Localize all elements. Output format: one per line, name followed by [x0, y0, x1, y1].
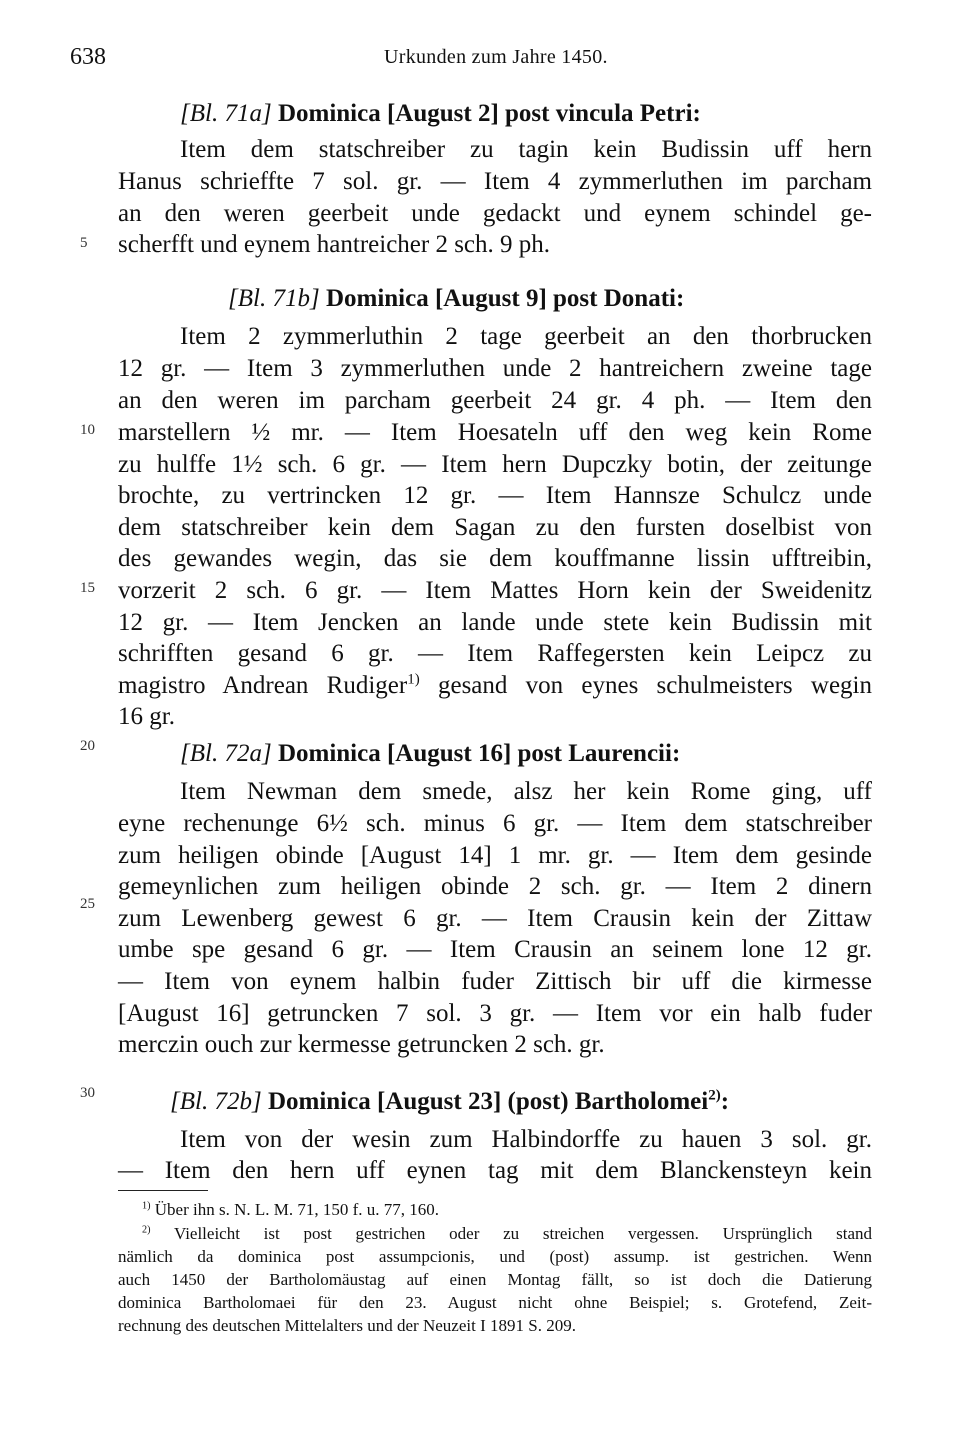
heading-colon: :: [720, 1088, 730, 1115]
text-line: schrifften gesand 6 gr. — Item Raffegersten kein Leipcz zu: [118, 640, 872, 667]
text-line: brochte, zu vertrincken 12 gr. — Item Hannsze Schulcz unde: [118, 482, 872, 509]
page-number: 638: [70, 44, 106, 70]
text-line: Hanus schrieffte 7 sol. gr. — Item 4 zymmerluthen im parcham: [118, 168, 872, 195]
text-line: dem statschreiber kein dem Sagan zu den fursten doselbist von: [118, 514, 872, 541]
text-line: scherfft und eynem hantreicher 2 sch. 9 ph.: [118, 231, 551, 258]
heading-text: Dominica [August 23] (post) Bartholomei: [267, 1088, 709, 1115]
footnote-1: [142, 1199, 872, 1221]
text-line: vorzerit 2 sch. 6 gr. — Item Mattes Horn kein der Sweidenitz: [118, 577, 872, 604]
text-line: Item Newman dem smede, alsz her kein Rome ging, uff: [180, 778, 872, 805]
footnote-2: [142, 1223, 872, 1245]
text-segment: magistro Andrean Rudiger: [118, 672, 408, 699]
heading-title: Dominica [August 9] post Donati:: [325, 285, 685, 312]
line-number: 5: [80, 235, 88, 251]
footnote-mark: 2): [142, 1224, 151, 1236]
folio-reference: [Bl. 72b]: [170, 1088, 262, 1115]
text-line: — Item von eynem halbin fuder Zittisch bir uff die kirmesse: [118, 968, 872, 995]
footnote-rule: [118, 1190, 208, 1191]
section-heading: [180, 738, 872, 769]
text-line: [118, 670, 872, 701]
text-line: an den weren geerbeit unde gedackt und eynem schindel ge-: [118, 200, 872, 227]
line-number: 10: [80, 422, 95, 438]
text-line: merczin ouch zur kermesse getruncken 2 sch. gr.: [118, 1031, 605, 1058]
heading-title: Dominica [August 16] post Laurencii:: [277, 740, 681, 767]
text-line: zum Lewenberg gewest 6 gr. — Item Crausin kein der Zittaw: [118, 905, 872, 932]
footnote-text: Über ihn s. N. L. M. 71, 150 f. u. 77, 160.: [154, 1200, 440, 1219]
text-line: [August 16] getruncken 7 sol. 3 gr. — Item vor ein halb fuder: [118, 1000, 872, 1027]
running-title: Urkunden zum Jahre 1450.: [384, 46, 608, 68]
footnote-mark: 1): [142, 1200, 151, 1212]
footnote-line: auch 1450 der Bartholomäustag auf einen Montag fällt, so ist doch die Datierung: [118, 1270, 872, 1289]
footnote-text: Vielleicht ist post gestrichen oder zu streichen vergessen. Ursprünglich stand: [173, 1224, 872, 1243]
text-line: zu hulffe 1½ sch. 6 gr. — Item hern Dupczky botin, der zeitunge: [118, 451, 872, 478]
running-head: [0, 44, 960, 84]
footnote-marker[interactable]: 2): [708, 1087, 721, 1104]
line-number: 15: [80, 580, 95, 596]
heading-title: [268, 1088, 729, 1115]
text-line: marstellern ½ mr. — Item Hoesateln uff den weg kein Rome: [118, 419, 872, 446]
text-segment: gesand von eynes schulmeisters wegin: [419, 672, 872, 699]
folio-reference: [Bl. 71b]: [228, 285, 320, 312]
text-line: eyne rechenunge 6½ sch. minus 6 gr. — Item dem statschreiber: [118, 810, 872, 837]
section-heading: [170, 1086, 872, 1117]
folio-reference: [Bl. 71a]: [180, 100, 272, 127]
text-line: Item von der wesin zum Halbindorffe zu hauen 3 sol. gr.: [180, 1126, 872, 1153]
footnote-line: rechnung des deutschen Mittelalters und der Neuzeit I 1891 S. 209.: [118, 1316, 576, 1335]
line-number: 20: [80, 738, 95, 754]
section-heading: [180, 98, 872, 129]
text-line: gemeynlichen zum heiligen obinde 2 sch. gr. — Item 2 dinern: [118, 873, 872, 900]
line-number: 30: [80, 1085, 95, 1101]
text-line: umbe spe gesand 6 gr. — Item Crausin an seinem lone 12 gr.: [118, 936, 872, 963]
text-line: zum heiligen obinde [August 14] 1 mr. gr. — Item dem gesinde: [118, 842, 872, 869]
line-number: 25: [80, 896, 95, 912]
heading-title: Dominica [August 2] post vincula Petri:: [277, 100, 701, 127]
footnote-line: nämlich da dominica post assumpcionis, und (post) assump. ist gestrichen. Wenn: [118, 1247, 872, 1266]
footnote-marker[interactable]: 1): [407, 671, 420, 688]
text-line: 12 gr. — Item Jencken an lande unde stete kein Budissin mit: [118, 609, 872, 636]
text-line: an den weren im parcham geerbeit 24 gr. 4 ph. — Item den: [118, 387, 872, 414]
text-line: Item dem statschreiber zu tagin kein Budissin uff hern: [180, 136, 872, 163]
folio-reference: [Bl. 72a]: [180, 740, 272, 767]
text-line: Item 2 zymmerluthin 2 tage geerbeit an den thorbrucken: [180, 323, 872, 350]
section-heading: [228, 283, 872, 314]
text-line: 16 gr.: [118, 703, 175, 730]
text-line: 12 gr. — Item 3 zymmerluthen unde 2 hantreichern zweine tage: [118, 355, 872, 382]
text-line: — Item den hern uff eynen tag mit dem Blanckensteyn kein: [118, 1157, 872, 1184]
footnote-line: dominica Bartholomaei für den 23. August nicht ohne Beispiel; s. Grotefend, Zeit-: [118, 1293, 872, 1312]
text-line: des gewandes wegin, das sie dem kouffmanne lissin ufftreibin,: [118, 545, 872, 572]
